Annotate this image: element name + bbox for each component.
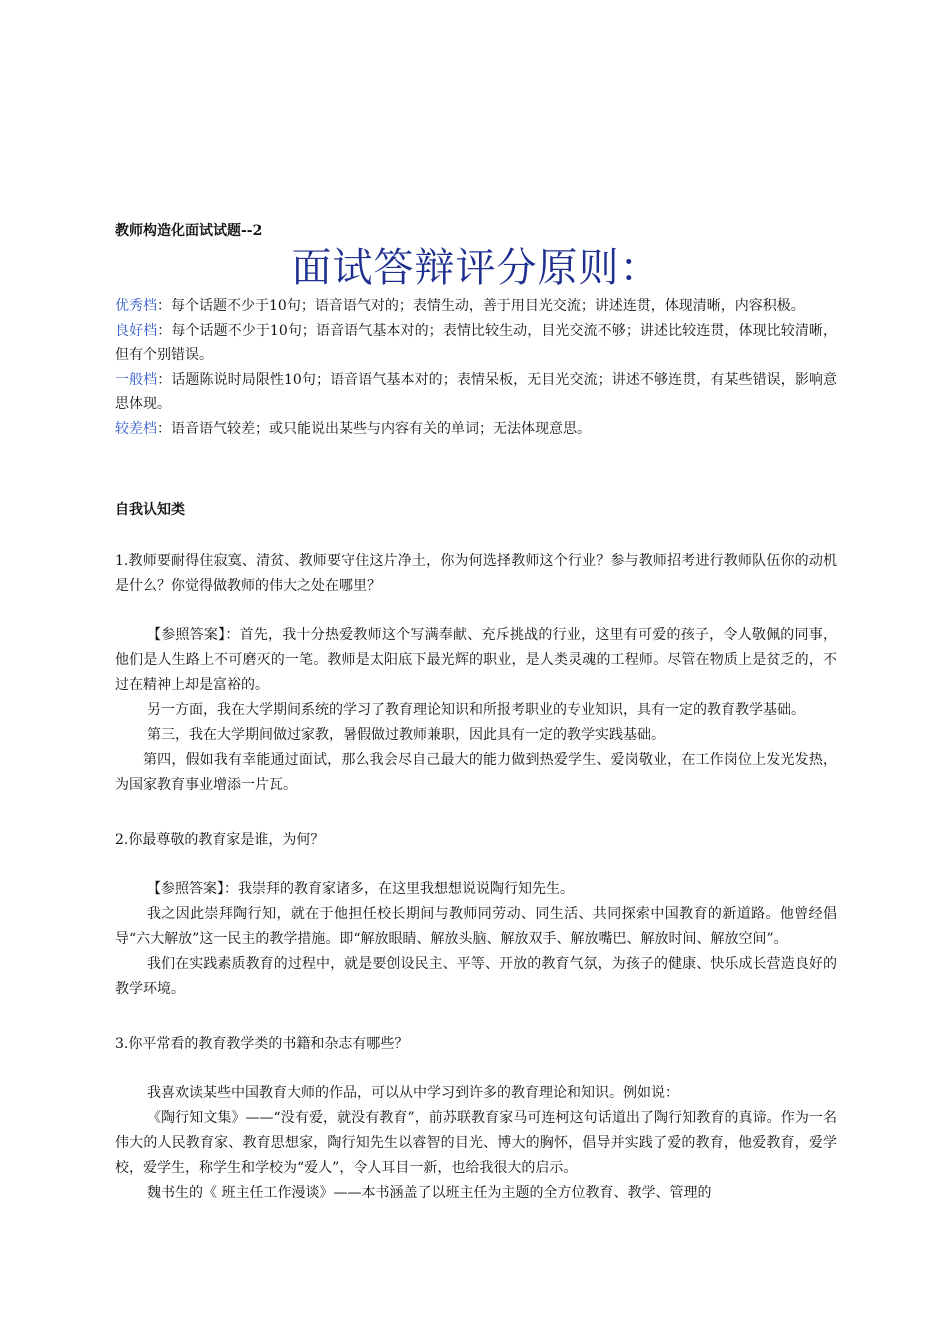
document-page: [115, 222, 837, 1206]
grade-label: 一般档: [115, 371, 158, 388]
document-title: 教师构造化面试试题--2: [115, 223, 263, 239]
grade-label: 良好档: [115, 322, 158, 339]
answer-block-1: [115, 623, 837, 798]
answer-paragraph: 第四，假如我有幸能通过面试，那么我会尽自己最大的能力做到热爱学生、爱岗敬业，在工作岗位上发光发热，为国家教育事业增添一片瓦。: [115, 752, 837, 793]
grade-average: [115, 368, 837, 417]
grade-poor: [115, 417, 837, 442]
question-3: 3.你平常看的教育教学类的书籍和杂志有哪些？: [115, 1036, 409, 1052]
answer-block-2: [115, 877, 837, 1002]
grade-label: 优秀档: [115, 298, 157, 314]
grade-text: ：话题陈说时局限性10句；语音语气基本对的；表情呆板，无目光交流；讲述不够连贯，有某些错误，影响意思体现。: [115, 371, 838, 412]
grade-excellent: [115, 294, 837, 319]
section-title: 自我认知类: [115, 502, 185, 518]
scoring-title: 面试答辩评分原则：: [291, 245, 661, 291]
answer-paragraph: 魏书生的《 班主任工作漫谈》——本书涵盖了以班主任为主题的全方位教育、教学、管理的: [147, 1185, 712, 1201]
grade-text: ：每个话题不少于10句；语音语气对的；表情生动，善于用目光交流；讲述连贯，体现清晰，内容积极。: [157, 298, 805, 314]
answer-paragraph: 另一方面，我在大学期间系统的学习了教育理论知识和所报考职业的专业知识，具有一定的教育教学基础。: [147, 702, 805, 718]
question-1: 1.教师要耐得住寂寞、清贫、教师要守住这片净土，你为何选择教师这个行业？参与教师招考进行教师队伍你的动机是什么？你觉得做教师的伟大之处在哪里？: [115, 553, 837, 594]
answer-paragraph: 我喜欢读某些中国教育大师的作品，可以从中学习到许多的教育理论和知识。例如说：: [147, 1085, 679, 1101]
scoring-grades: [115, 294, 837, 441]
grade-text: ：每个话题不少于10句；语音语气基本对的；表情比较生动，目光交流不够；讲述比较连贯，体现比较清晰，但有个别错误。: [115, 322, 838, 363]
answer-paragraph: 我们在实践素质教育的过程中，就是要创设民主、平等、开放的教育气氛，为孩子的健康、快乐成长营造良好的教学环境。: [115, 956, 837, 997]
grade-good: [115, 319, 837, 368]
grade-label: 较差档: [115, 420, 157, 437]
grade-text: ：语音语气较差；或只能说出某些与内容有关的单词；无法体现意思。: [157, 420, 591, 437]
question-2: 2.你最尊敬的教育家是谁，为何？: [115, 832, 325, 848]
answer-block-3: [115, 1081, 837, 1206]
answer-paragraph: 【参照答案】：我崇拜的教育家诸多，在这里我想想说说陶行知先生。: [147, 881, 574, 897]
answer-paragraph: 我之因此崇拜陶行知，就在于他担任校长期间与教师同劳动、同生活、共同探索中国教育的新道路。他曾经倡导“六大解放”这一民主的教学措施。即“解放眼睛、解放头脑、解放双手、解放嘴巴、解放时间、解放空间”。: [115, 906, 837, 947]
answer-paragraph: 第三，我在大学期间做过家教，暑假做过教师兼职，因此具有一定的教学实践基础。: [147, 727, 665, 743]
answer-paragraph: 《陶行知文集》——“没有爱，就没有教育”，前苏联教育家马可连柯这句话道出了陶行知教育的真谛。作为一名伟大的人民教育家、教育思想家，陶行知先生以睿智的目光、博大的胸怀，倡导并实践了爱的教育，他爱教育，爱学校，爱学生，称学生和学校为“爱人”，令人耳目一新，也给我很大的启示。: [115, 1110, 837, 1176]
answer-paragraph: 【参照答案】：首先，我十分热爱教师这个写满奉献、充斥挑战的行业，这里有可爱的孩子，令人敬佩的同事，他们是人生路上不可磨灭的一笔。教师是太阳底下最光辉的职业，是人类灵魂的工程师。尽管在物质上是贫乏的，不过在精神上却是富裕的。: [115, 627, 837, 693]
